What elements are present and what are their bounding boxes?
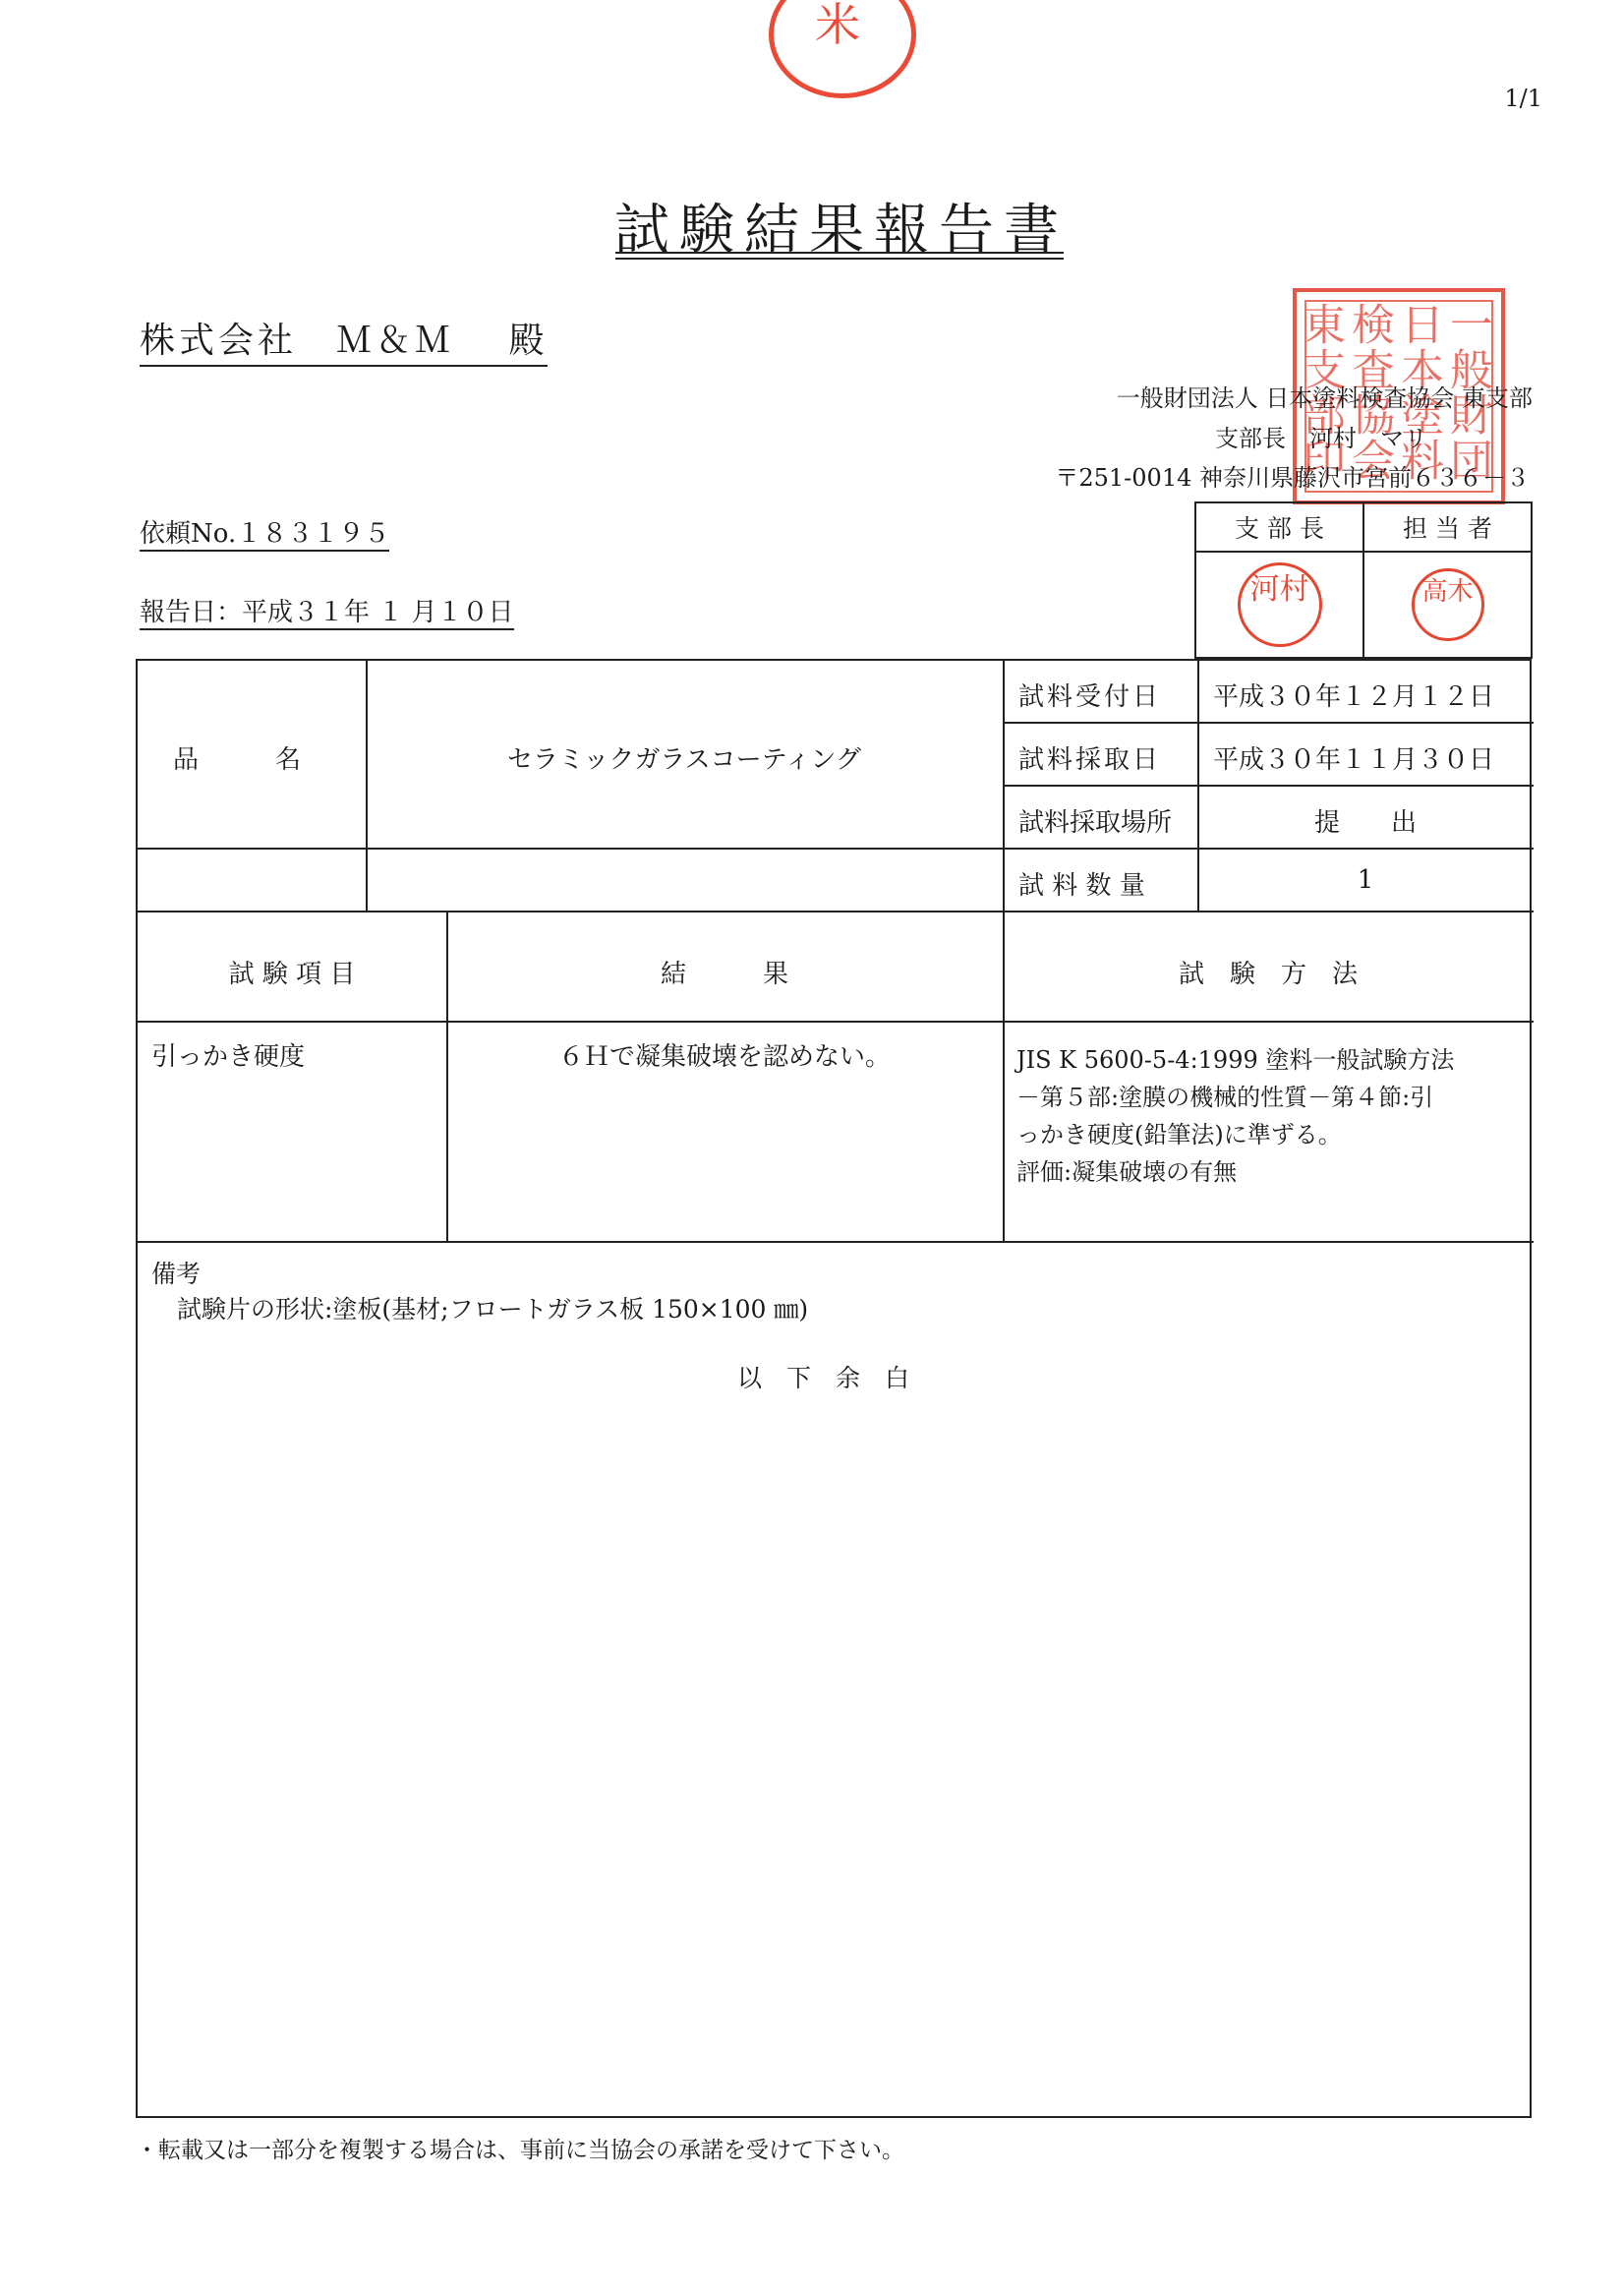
rule [138, 1021, 1534, 1023]
test-result: ６Ｈで凝集破壊を認めない。 [557, 1042, 891, 1072]
rule [366, 661, 368, 911]
sample-received-value: 平成３０年１２月１２日 [1213, 682, 1495, 712]
product-label: 品 名 [173, 745, 302, 775]
sample-taken-label: 試料採取日 [1018, 745, 1162, 775]
remarks-text: 試験片の形状:塗板(基材;フロートガラス板 150×100 ㎜) [177, 1295, 809, 1324]
rule [1003, 722, 1534, 724]
remarks-label: 備考 [151, 1260, 202, 1288]
report-date: 報告日：平成３１年 １ 月１０日 [140, 592, 514, 630]
title-underline [615, 252, 1064, 254]
header-test-item: 試 験 項 目 [228, 960, 356, 989]
product-name: セラミックガラスコーティング [506, 745, 862, 775]
report-table [136, 659, 1532, 2118]
page-number: 1/1 [1504, 85, 1542, 112]
title-underline-2 [615, 258, 1064, 260]
sample-quantity-value: 1 [1357, 865, 1374, 895]
approval-box [1194, 501, 1533, 659]
request-number: 依頼No.１８３１９５ [140, 513, 389, 552]
test-item: 引っかき硬度 [151, 1042, 306, 1072]
issuer-head: 支部長 河村 マリ [1215, 425, 1427, 452]
branch-chief-stamp: 河村 [1238, 562, 1322, 647]
recipient: 株式会社 Ｍ＆Ｍ 殿 [140, 313, 548, 367]
test-method-line: JIS K 5600-5-4:1999 塗料一般試験方法 [1016, 1046, 1455, 1074]
test-method-line: －第５部:塗膜の機械的性質－第４節:引 [1016, 1084, 1434, 1111]
top-seal-stamp: 米 [769, 0, 916, 98]
sample-location-value: 提 出 [1313, 808, 1417, 838]
sample-location-label: 試料採取場所 [1018, 808, 1173, 838]
test-method-line: っかき硬度(鉛筆法)に準ずる。 [1016, 1121, 1342, 1148]
test-method-line: 評価:凝集破壊の有無 [1016, 1158, 1238, 1186]
issuer-address: 〒251-0014 神奈川県藤沢市宮前６３６－３ [1055, 464, 1530, 492]
branch-chief-label: 支 部 長 [1195, 502, 1363, 552]
header-result: 結 果 [660, 960, 788, 989]
sample-received-label: 試料受付日 [1018, 682, 1162, 712]
page-title: 試験結果報告書 [614, 199, 1069, 263]
person-in-charge-label: 担 当 者 [1363, 502, 1532, 552]
remarks-end-mark: 以 下 余 白 [737, 1364, 910, 1392]
sample-quantity-label: 試 料 数 量 [1018, 871, 1145, 901]
issuer-organization: 一般財団法人 日本塗料検査協会 東支部 [1116, 384, 1533, 412]
footer-note: ・転載又は一部分を複製する場合は、事前に当協会の承諾を受けて下さい。 [136, 2138, 904, 2163]
issuer-seal-stamp: 一般財団日本塗料検査協会東支部印 [1293, 288, 1505, 504]
sample-taken-value: 平成３０年１１月３０日 [1213, 745, 1495, 775]
rule [138, 1241, 1534, 1243]
rule [138, 911, 1534, 913]
person-stamp: 高木 [1412, 568, 1484, 641]
rule [138, 848, 1534, 850]
rule [1003, 785, 1534, 787]
header-test-method: 試 験 方 法 [1178, 960, 1358, 989]
rule [1003, 661, 1005, 911]
